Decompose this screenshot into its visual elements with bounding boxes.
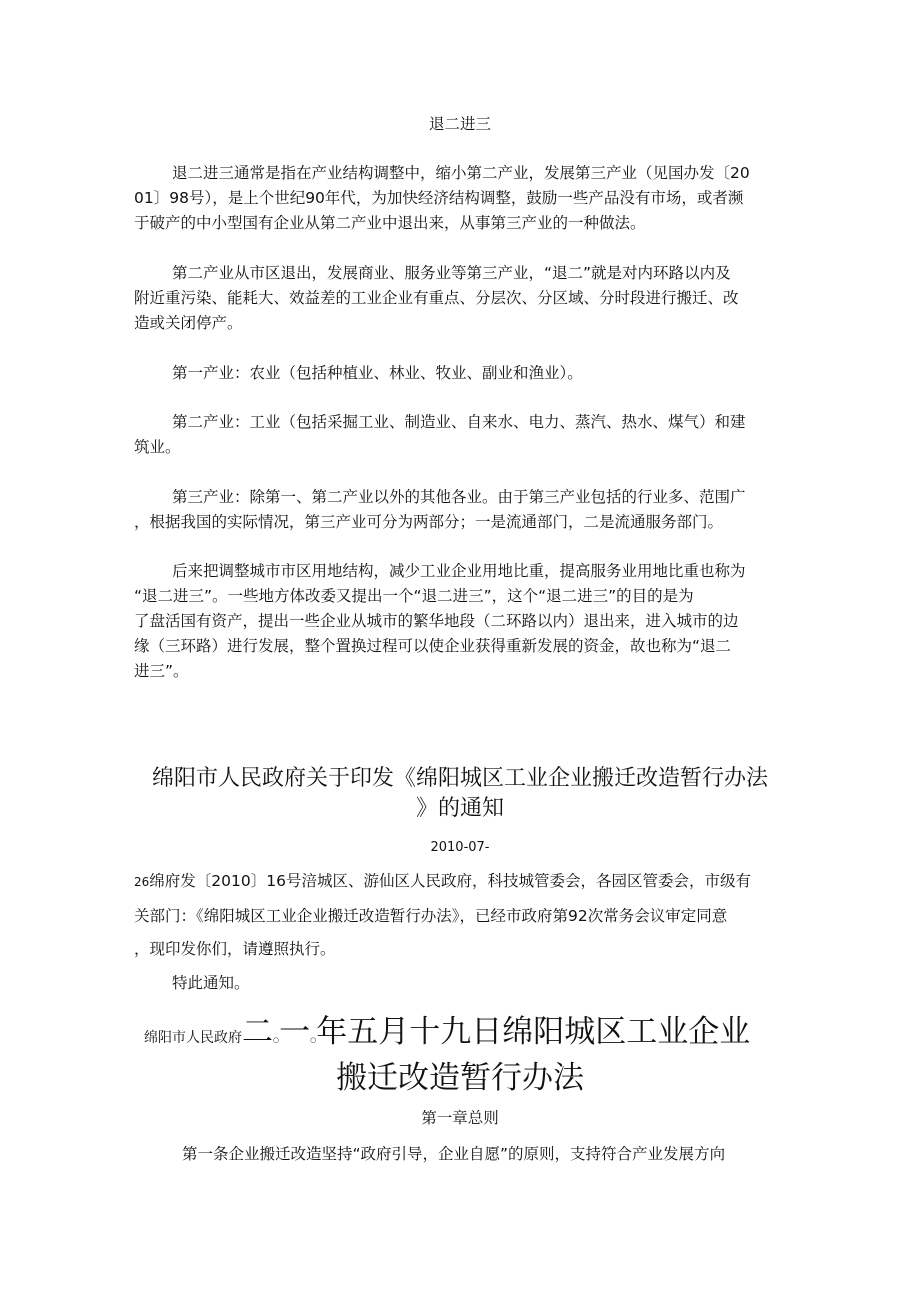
regulation-title: 绵阳城区工业企业 [502,1014,751,1050]
date-zero: ○ [273,1036,280,1044]
paragraph-line: 第三产业：除第一、第二产业以外的其他各业。由于第三产业包括的行业多、范围广 [172,488,746,506]
notice-body-line: ，现印发你们，请遵照执行。 [134,940,336,958]
notice-body-text: 绵府发〔2010〕16号涪城区、游仙区人民政府，科技城管委会，各园区管委会，市级有 [149,872,751,890]
date-rest: 年五月十九日 [316,1014,503,1050]
notice-body-line: 关部门：《绵阳城区工业企业搬迁改造暂行办法》，已经市政府第92次常务会议审定同意 [134,907,728,925]
notice-body-line [134,871,751,892]
paragraph-line: 01〕98号），是上个世纪90年代，为加快经济结构调整，鼓励一些产品没有市场，或者濒 [134,189,744,207]
date-zero: ○ [310,1036,317,1044]
paragraph-line: 进三”。 [134,662,189,680]
chapter-heading: 第一章总则 [421,1109,499,1127]
paragraph-line: ，根据我国的实际情况，第三产业可分为两部分；一是流通部门，二是流通服务部门。 [134,513,724,531]
signature-line [144,1012,750,1056]
date-day-fragment: 26 [134,875,150,889]
notice-title-line: 绵阳市人民政府关于印发《绵阳城区工业企业搬迁改造暂行办法 [151,766,768,791]
paragraph-line: 第一产业：农业（包括种植业、林业、牧业、副业和渔业）。 [172,364,583,382]
paragraph-line: 缘（三环路）进行发展，整个置换过程可以使企业获得重新发展的资金，故也称为“退二 [134,637,732,655]
notice-date: 2010-07- [430,840,490,855]
paragraph-line: 后来把调整城市市区用地结构，减少工业企业用地比重，提高服务业用地比重也称为 [172,562,746,580]
paragraph-line: 第二产业从市区退出，发展商业、服务业等第三产业，“退二”就是对内环路以内及 [172,264,731,282]
date-char: 一 [279,1014,311,1050]
paragraph-line: 了盘活国有资产，提出一些企业从城市的繁华地段（二环路以内）退出来，进入城市的边 [134,612,739,630]
section-heading: 退二进三 [428,115,491,133]
date-char: 二 [242,1014,273,1050]
paragraph-line: 第二产业：工业（包括采掘工业、制造业、自来水、电力、蒸汽、热水、煤气）和建 [172,413,746,431]
article-line: 第一条企业搬迁改造坚持“政府引导，企业自愿”的原则，支持符合产业发展方向 [182,1145,726,1163]
paragraph-line: 退二进三通常是指在产业结构调整中，缩小第二产业，发展第三产业（见国办发〔20 [172,164,750,182]
notice-closing: 特此通知。 [172,974,250,992]
regulation-title-line2: 搬迁改造暂行办法 [336,1060,584,1096]
paragraph-line: 造或关闭停产。 [134,314,243,332]
paragraph-line: 筑业。 [134,438,181,456]
paragraph-line: “退二进三”。一些地方体改委又提出一个“退二进三”，这个“退二进三”的目的是为 [134,587,694,605]
paragraph-line: 于破产的中小型国有企业从第二产业中退出来，从事第三产业的一种做法。 [134,214,646,232]
paragraph-line: 附近重污染、能耗大、效益差的工业企业有重点、分层次、分区域、分时段进行搬迁、改 [134,289,739,307]
issuer-name: 绵阳市人民政府 [144,1030,242,1046]
notice-title-line: 》的通知 [415,796,504,821]
